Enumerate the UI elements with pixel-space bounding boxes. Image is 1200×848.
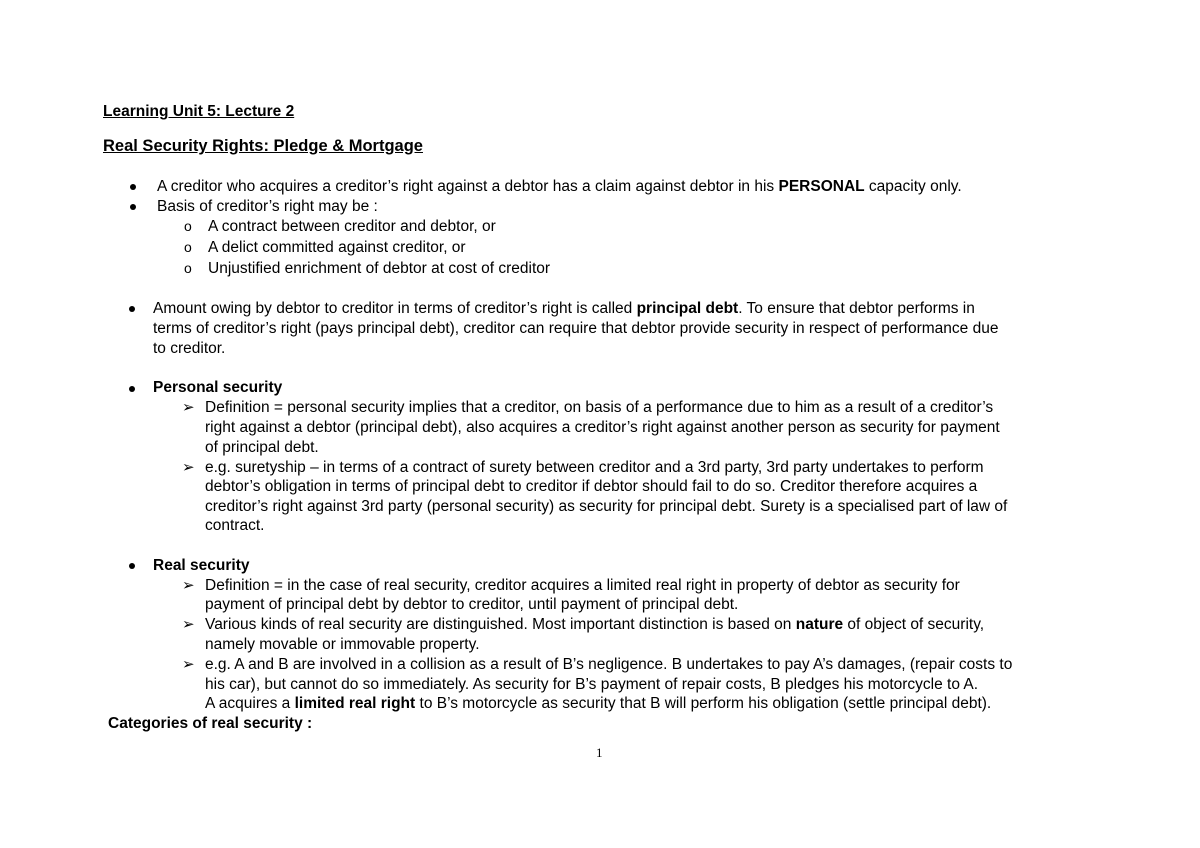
text: Various kinds of real security are distinguished. Most important distinction is based on [205,616,796,633]
text: capacity only. [864,178,962,195]
emphasis-principal-debt: principal debt [636,300,739,317]
text: A acquires a [205,695,295,712]
personal-eg-line: contract. [205,517,265,534]
bullet-marker [129,563,135,569]
sub-bullet-marker: o [184,239,192,255]
real-eg-line-3 [205,694,991,713]
principal-line-3: to creditor. [153,340,226,357]
sub-bullet-item: A delict committed against creditor, or [208,239,466,256]
arrow-bullet-icon: ➢ [182,577,195,594]
bullet-marker [129,386,135,392]
bullet-marker [130,184,136,190]
text: of object of security, [843,616,985,633]
bullet-marker [130,204,136,210]
sub-bullet-item: Unjustified enrichment of debtor at cost of creditor [208,260,551,277]
intro-bullet-2: Basis of creditor’s right may be : [157,198,378,215]
sub-bullet-marker: o [184,218,192,234]
page-number: 1 [596,745,603,760]
real-security-title: Real security [153,557,250,574]
real-def-line: payment of principal debt by debtor to creditor, until payment of principal debt. [205,596,739,613]
real-eg-line: his car), but cannot do so immediately. As security for B’s payment of repair costs, B pledges his motorcycle to A. [205,676,979,693]
real-eg-line: e.g. A and B are involved in a collision as a result of B’s negligence. B undertakes to pay A’s damages, (repair costs to [205,656,1013,673]
unit-title: Learning Unit 5: Lecture 2 [103,103,295,120]
principal-line-1 [153,299,975,318]
emphasis-limited-real-right: limited real right [294,695,416,712]
bullet-marker [129,306,135,312]
personal-def-line: right against a debtor (principal debt), also acquires a creditor’s right against another person as security for payment [205,419,1000,436]
sub-bullet-marker: o [184,260,192,276]
sub-bullet-item: A contract between creditor and debtor, or [208,218,496,235]
arrow-bullet-icon: ➢ [182,399,195,416]
personal-eg-line: creditor’s right against 3rd party (personal security) as security for principal debt. Surety is a specialised part of law of [205,498,1008,515]
categories-heading: Categories of real security : [108,715,313,732]
real-kinds-line-2: namely movable or immovable property. [205,636,480,653]
principal-line-2: terms of creditor’s right (pays principal debt), creditor can require that debtor provide security in respect of performance due [153,320,999,337]
real-def-line: Definition = in the case of real security, creditor acquires a limited real right in property of debtor as security for [205,577,960,594]
intro-bullet-1 [157,177,962,196]
emphasis-personal: PERSONAL [778,178,865,195]
arrow-bullet-icon: ➢ [182,656,195,673]
personal-def-line: of principal debt. [205,439,319,456]
personal-security-title: Personal security [153,379,283,396]
text: to B’s motorcycle as security that B will perform his obligation (settle principal debt). [415,695,992,712]
text: A creditor who acquires a creditor’s right against a debtor has a claim against debtor in his [157,178,779,195]
arrow-bullet-icon: ➢ [182,616,195,633]
personal-eg-line: debtor’s obligation in terms of principal debt to creditor if debtor should fail to do so. Creditor therefore acquires a [205,478,978,495]
real-kinds-line-1 [205,615,984,634]
topic-title: Real Security Rights: Pledge & Mortgage [103,137,423,155]
personal-def-line: Definition = personal security implies that a creditor, on basis of a performance due to him as a result of a creditor’s [205,399,994,416]
text: Amount owing by debtor to creditor in terms of creditor’s right is called [153,300,637,317]
arrow-bullet-icon: ➢ [182,459,195,476]
text: . To ensure that debtor performs in [738,300,975,317]
emphasis-nature: nature [795,616,844,633]
personal-eg-line: e.g. suretyship – in terms of a contract of surety between creditor and a 3rd party, 3rd party undertakes to perform [205,459,984,476]
